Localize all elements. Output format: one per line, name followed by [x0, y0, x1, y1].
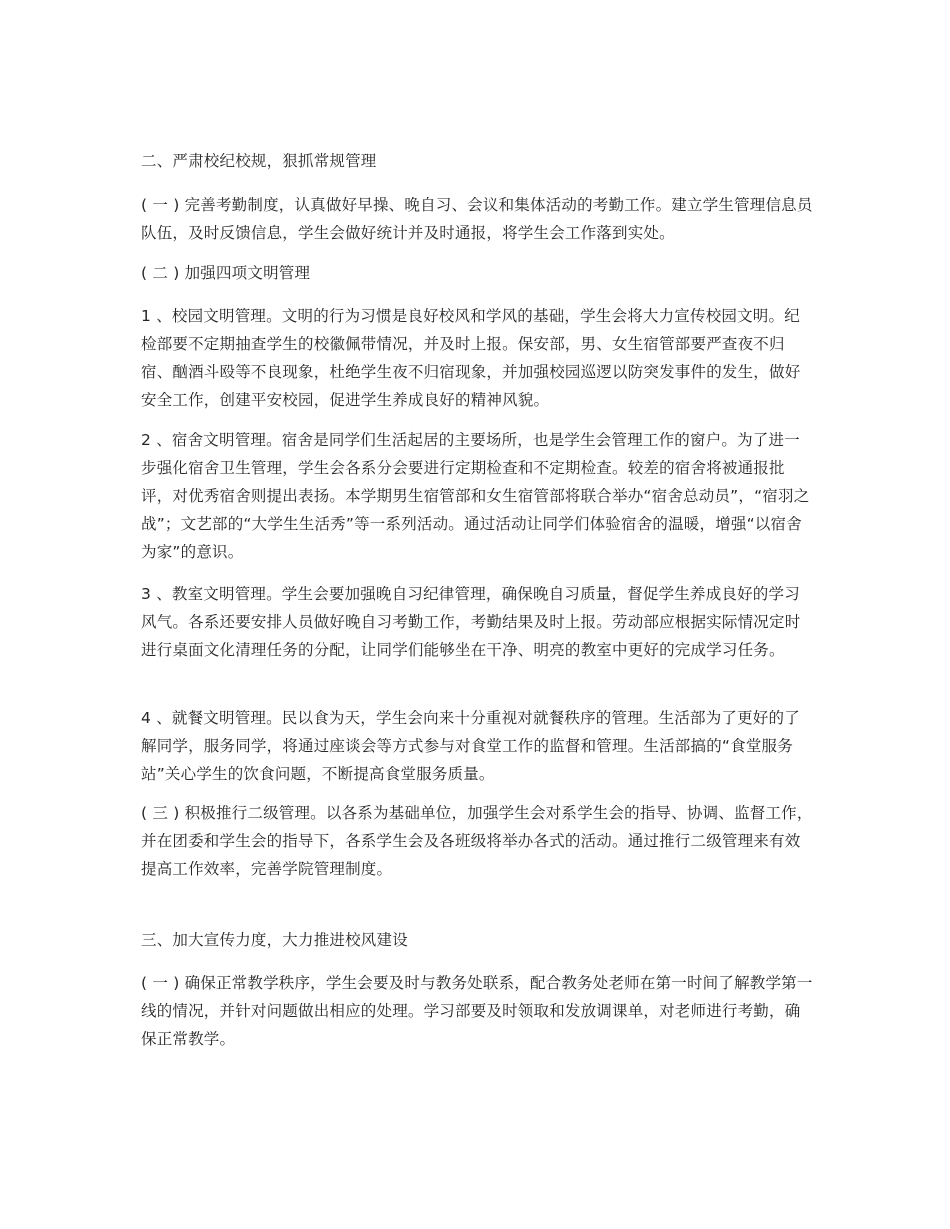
paragraph-two-level-management: ( 三 ) 积极推行二级管理。以各系为基础单位，加强学生会对系学生会的指导、协调、监督工作，并在团委和学生会的指导下，各系学生会及各班级将举办各式的活动。通过推行二级管理来有效提高工作效率，完善学院管理制度。 [141, 804, 813, 878]
section-heading-3: 三、加大宣传力度，大力推进校风建设 [141, 931, 408, 949]
paragraph-dorm-civility: 2 、宿舍文明管理。宿舍是同学们生活起居的主要场所，也是学生会管理工作的窗户。为了进一步强化宿舍卫生管理，学生会各系分会要进行定期检查和不定期检查。较差的宿舍将被通报批评，对优秀宿舍则提出表扬。本学期男生宿管部和女生宿管部将联合举办“宿舍总动员”，“宿羽之战”；文艺部的“大学生生活秀”等一系列活动。通过活动让同学们体验宿舍的温暖，增强“以宿舍为家”的意识。 [141, 431, 810, 561]
paragraph-dining-civility: 4 、就餐文明管理。民以食为天，学生会向来十分重视对就餐秩序的管理。生活部为了更好的了解同学，服务同学，将通过座谈会等方式参与对食堂工作的监督和管理。生活部搞的“食堂服务站”关心学生的饮食问题，不断提高食堂服务质量。 [141, 709, 800, 783]
subheading-four-civility: ( 二 ) 加强四项文明管理 [141, 264, 311, 282]
section-heading-2: 二、严肃校纪校规，狠抓常规管理 [141, 152, 377, 170]
paragraph-campus-civility: 1 、校园文明管理。文明的行为习惯是良好校风和学风的基础，学生会将大力宣传校园文明。纪检部要不定期抽查学生的校徽佩带情况，并及时上报。保安部，男、女生宿管部要严查夜不归宿、酗酒斗殴等不良现象，杜绝学生夜不归宿现象，并加强校园巡逻以防突发事件的发生，做好安全工作，创建平安校园，促进学生养成良好的精神风貌。 [141, 307, 801, 409]
paragraph-teaching-order: ( 一 ) 确保正常教学秩序，学生会要及时与教务处联系，配合教务处老师在第一时间了解教学第一线的情况，并针对问题做出相应的处理。学习部要及时领取和发放调课单，对老师进行考勤，确保正常教学。 [141, 974, 813, 1048]
paragraph-classroom-civility: 3 、教室文明管理。学生会要加强晚自习纪律管理，确保晚自习质量，督促学生养成良好的学习风气。各系还要安排人员做好晚自习考勤工作，考勤结果及时上报。劳动部应根据实际情况定时进行桌面文化清理任务的分配，让同学们能够坐在干净、明亮的教室中更好的完成学习任务。 [141, 585, 801, 659]
paragraph-attendance: ( 一 ) 完善考勤制度，认真做好早操、晚自习、会议和集体活动的考勤工作。建立学生管理信息员队伍，及时反馈信息，学生会做好统计并及时通报，将学生会工作落到实处。 [141, 196, 813, 242]
